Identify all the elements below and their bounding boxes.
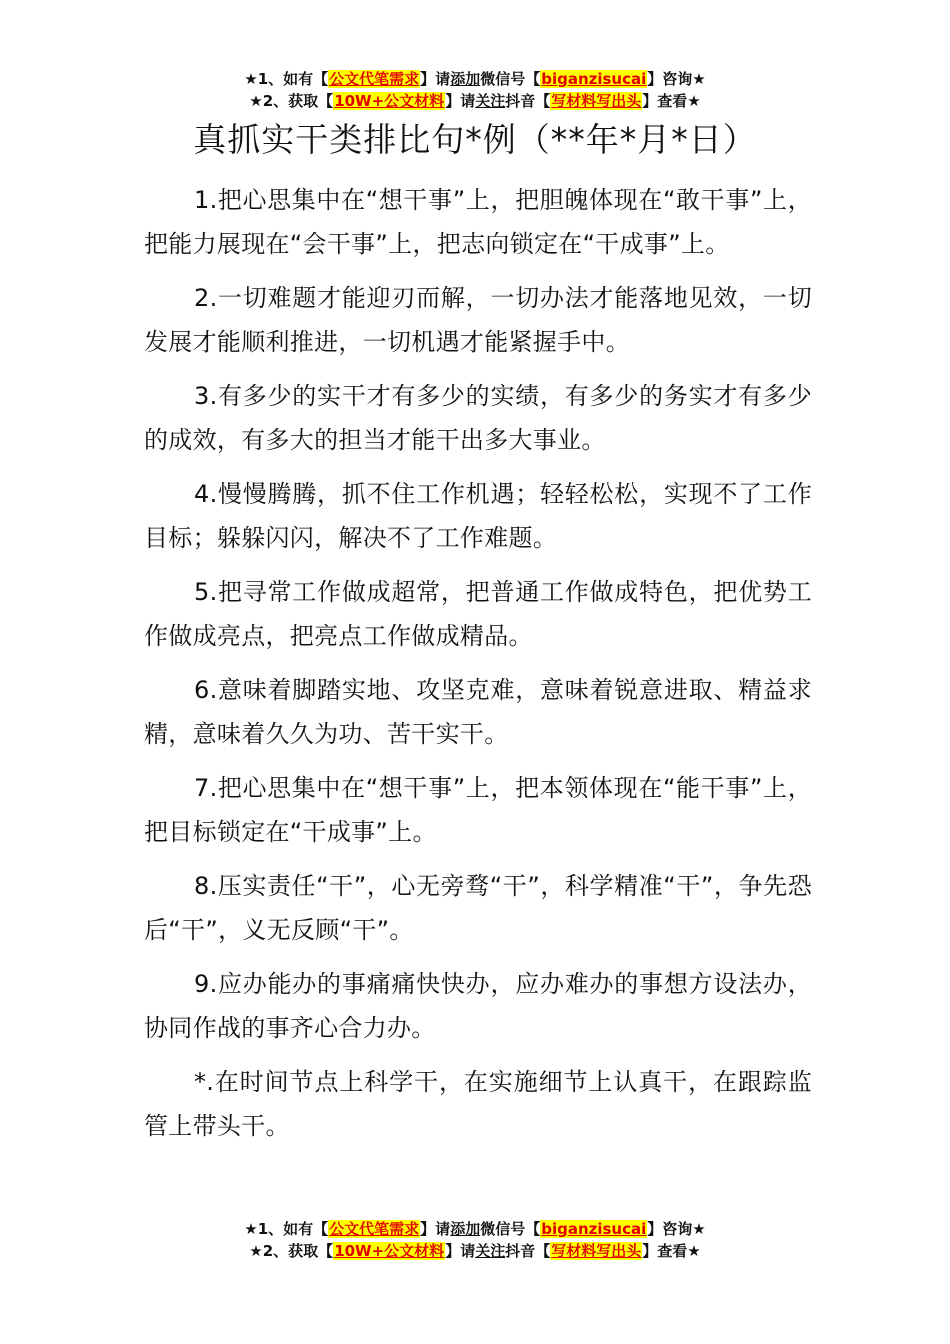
notice-text: 】查看★ xyxy=(642,92,701,110)
top-notice xyxy=(0,68,950,112)
paragraph: 2.一切难题才能迎刃而解，一切办法才能落地见效，一切发展才能顺利推进，一切机遇才能紧握手中。 xyxy=(144,284,812,356)
douyin-id-highlight: 写材料写出头 xyxy=(551,92,642,110)
notice-text: 】请 xyxy=(445,92,476,110)
notice-text: ★2、获取【 xyxy=(249,92,334,110)
notice-line-2 xyxy=(0,90,950,112)
notice-text: 】咨询★ xyxy=(647,70,706,88)
notice-text: ★2、获取【 xyxy=(249,1242,334,1260)
notice-underlined: 关注 xyxy=(475,92,506,110)
paragraph: 6.意味着脚踏实地、攻坚克难，意味着锐意进取、精益求精，意味着久久为功、苦干实干。 xyxy=(144,676,812,748)
notice-text: 微信号【 xyxy=(480,1220,541,1238)
notice-highlight: 10W+公文材料 xyxy=(334,92,445,110)
notice-underlined: 添加 xyxy=(450,70,481,88)
paragraph: 7.把心思集中在“想干事”上，把本领体现在“能干事”上，把目标锁定在“干成事”上。 xyxy=(144,774,812,846)
paragraph: 1.把心思集中在“想干事”上，把胆魄体现在“敢干事”上，把能力展现在“会干事”上，把志向锁定在“干成事”上。 xyxy=(144,186,812,258)
paragraph: 4.慢慢腾腾，抓不住工作机遇；轻轻松松，实现不了工作目标；躲躲闪闪，解决不了工作难题。 xyxy=(144,480,812,552)
notice-text: 】查看★ xyxy=(642,1242,701,1260)
notice-text: 抖音【 xyxy=(505,92,551,110)
paragraph: 3.有多少的实干才有多少的实绩，有多少的务实才有多少的成效，有多大的担当才能干出多大事业。 xyxy=(144,382,812,454)
notice-underlined: 关注 xyxy=(475,1242,506,1260)
notice-text: 】咨询★ xyxy=(647,1220,706,1238)
notice-line-2 xyxy=(0,1240,950,1262)
notice-text: ★1、如有【 xyxy=(244,1220,329,1238)
notice-highlight: 公文代笔需求 xyxy=(329,70,420,88)
notice-highlight: 公文代笔需求 xyxy=(329,1220,420,1238)
notice-line-1 xyxy=(0,68,950,90)
paragraph: 5.把寻常工作做成超常，把普通工作做成特色，把优势工作做成亮点，把亮点工作做成精品。 xyxy=(144,578,812,650)
notice-highlight: 10W+公文材料 xyxy=(334,1242,445,1260)
wechat-id-highlight: biganzisucai xyxy=(541,1220,647,1238)
document-title: 真抓实干类排比句*例（**年*月*日） xyxy=(193,120,757,159)
notice-underlined: 添加 xyxy=(450,1220,481,1238)
notice-text: 】请 xyxy=(420,70,451,88)
paragraph: *.在时间节点上科学干，在实施细节上认真干，在跟踪监管上带头干。 xyxy=(144,1068,812,1140)
paragraph: 8.压实责任“干”，心无旁骛“干”，科学精准“干”，争先恐后“干”，义无反顾“干”。 xyxy=(144,872,812,944)
notice-text: 】请 xyxy=(420,1220,451,1238)
paragraph: 9.应办能办的事痛痛快快办，应办难办的事想方设法办，协同作战的事齐心合力办。 xyxy=(144,970,812,1042)
notice-text: 】请 xyxy=(445,1242,476,1260)
wechat-id-highlight: biganzisucai xyxy=(541,70,647,88)
notice-line-1 xyxy=(0,1218,950,1240)
notice-text: 抖音【 xyxy=(505,1242,551,1260)
bottom-notice xyxy=(0,1218,950,1262)
notice-text: ★1、如有【 xyxy=(244,70,329,88)
notice-text: 微信号【 xyxy=(480,70,541,88)
douyin-id-highlight: 写材料写出头 xyxy=(551,1242,642,1260)
document-body xyxy=(144,178,812,1158)
